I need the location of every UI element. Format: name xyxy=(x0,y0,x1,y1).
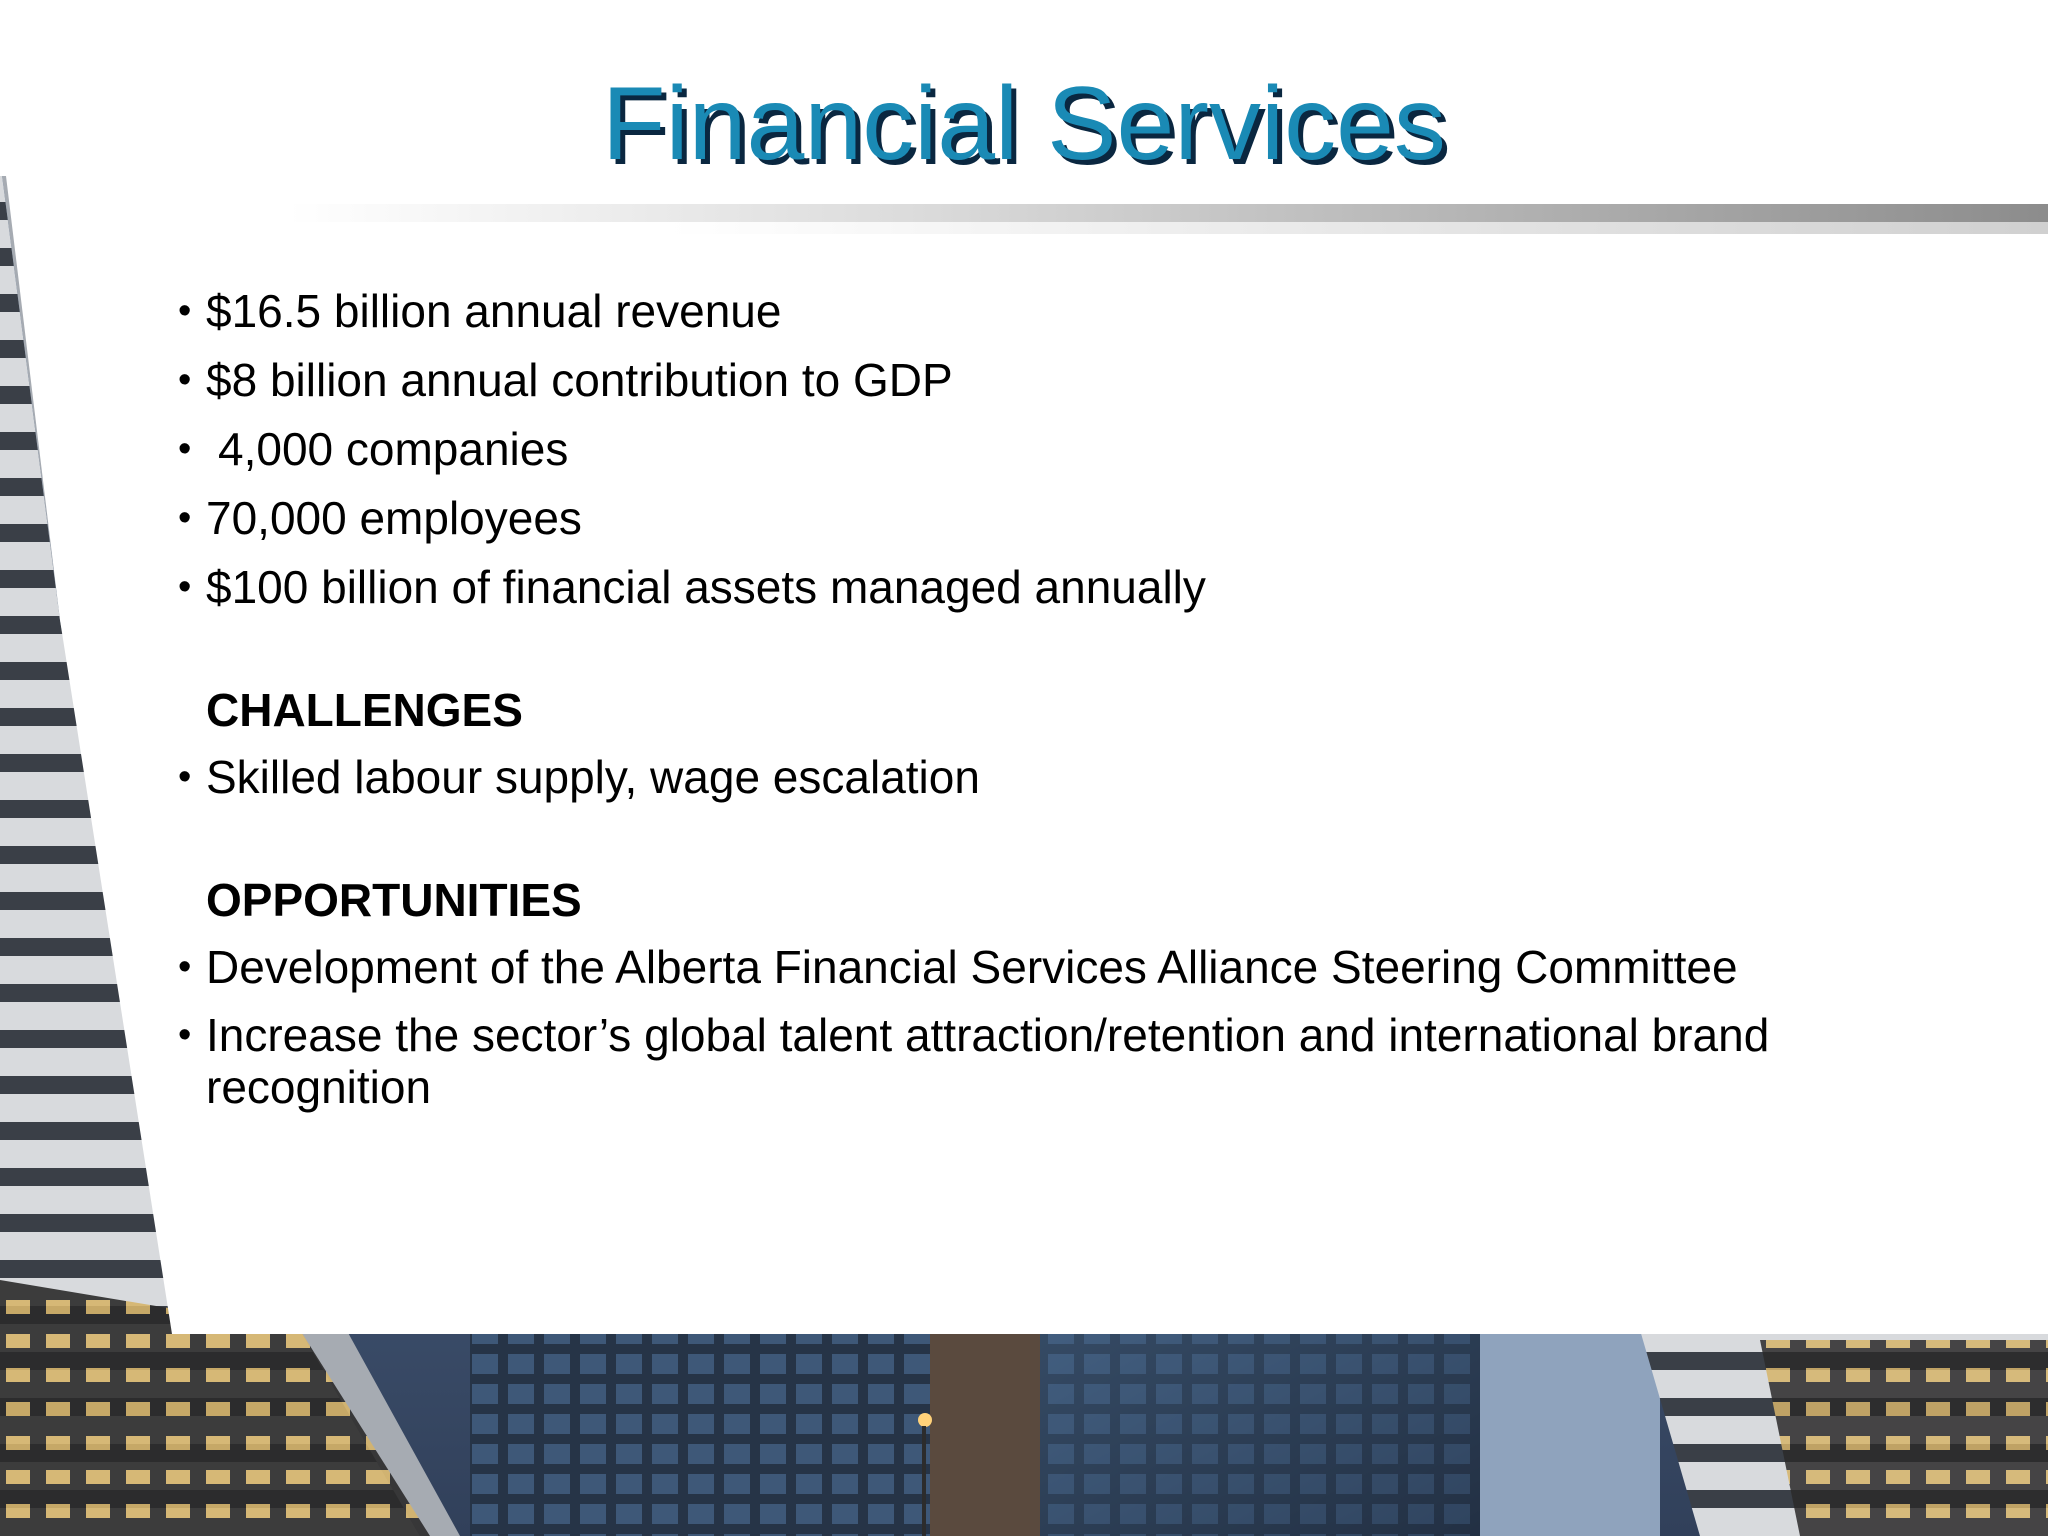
bullet-icon: • xyxy=(178,566,192,608)
stat-bullet-companies xyxy=(178,422,1918,477)
challenges-heading: CHALLENGES xyxy=(206,684,523,736)
challenge-bullet-labour xyxy=(178,750,1918,805)
title-underline-rule xyxy=(288,204,2048,238)
stat-text: 70,000 employees xyxy=(206,492,582,544)
stat-text: $16.5 billion annual revenue xyxy=(206,285,782,337)
stat-bullet-revenue xyxy=(178,284,1918,339)
slide-body xyxy=(178,284,1918,1127)
bullet-icon: • xyxy=(178,359,192,401)
slide-title: Financial Services xyxy=(602,66,1446,182)
stat-bullet-employees xyxy=(178,491,1918,546)
challenge-text: Skilled labour supply, wage escalation xyxy=(206,751,980,803)
bullet-icon: • xyxy=(178,756,192,798)
stat-bullet-assets xyxy=(178,560,1918,615)
stat-text: $8 billion annual contribution to GDP xyxy=(206,354,953,406)
bullet-icon: • xyxy=(178,428,192,470)
opportunity-bullet-talent xyxy=(178,1009,1918,1113)
opportunities-heading: OPPORTUNITIES xyxy=(206,874,582,926)
bullet-icon: • xyxy=(178,497,192,539)
opportunity-text: Increase the sector’s global talent attraction/retention and international brand recognition xyxy=(206,1009,1770,1113)
stat-bullet-gdp xyxy=(178,353,1918,408)
stat-text: 4,000 companies xyxy=(218,423,569,475)
opportunity-bullet-alliance xyxy=(178,940,1918,995)
bullet-icon: • xyxy=(178,290,192,332)
stat-text: $100 billion of financial assets managed annually xyxy=(206,561,1206,613)
opportunity-text: Development of the Alberta Financial Services Alliance Steering Committee xyxy=(206,941,1738,993)
bullet-icon: • xyxy=(178,946,192,988)
bullet-icon: • xyxy=(178,1014,192,1056)
